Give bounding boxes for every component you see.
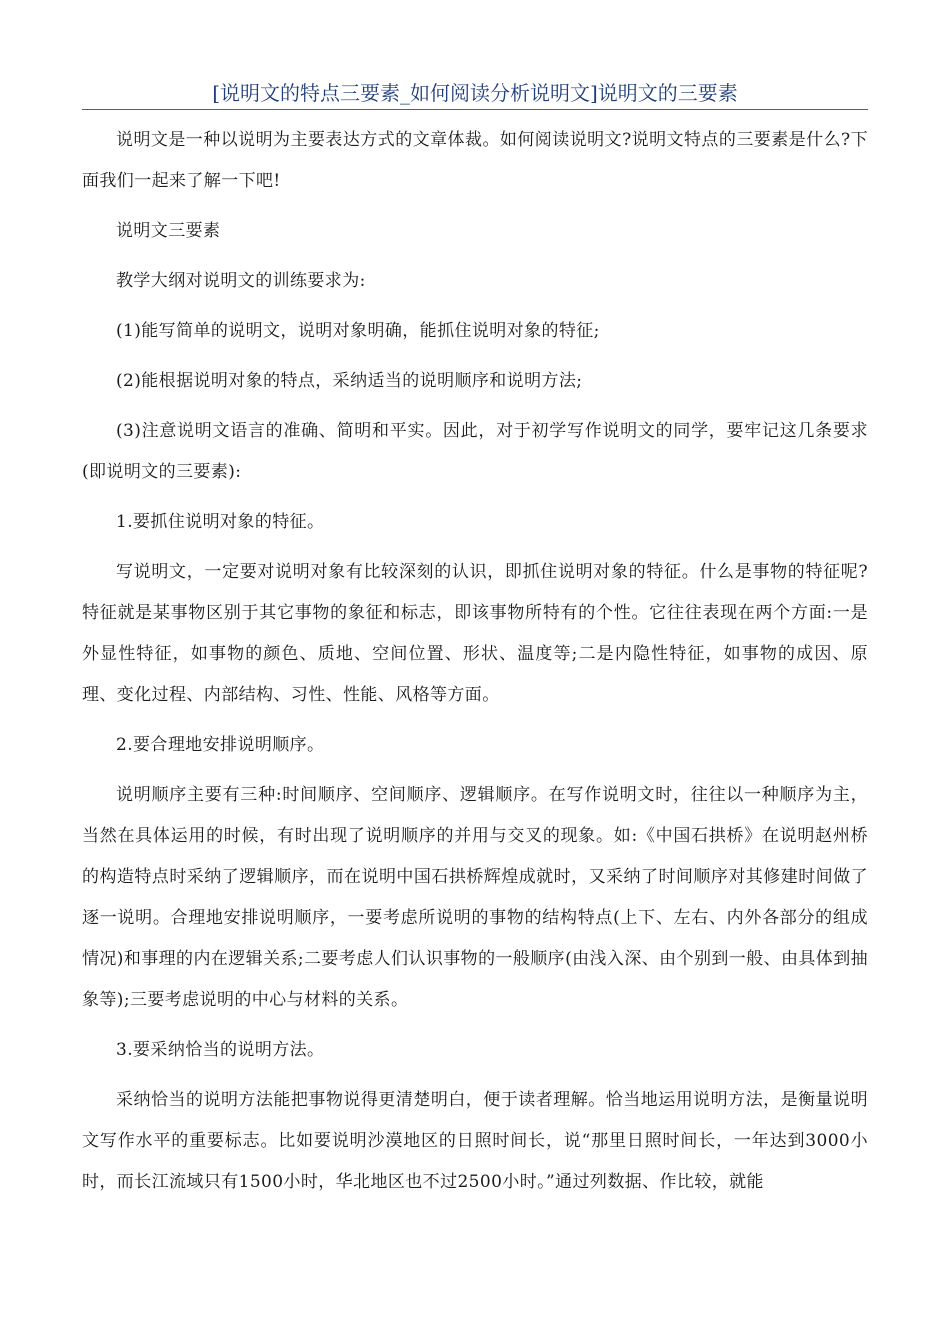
section-heading: 说明文三要素 <box>116 221 221 241</box>
header-divider <box>82 109 868 110</box>
list-item: (3)注意说明文语言的准确、简明和平实。因此，对于初学写作说明文的同学，要牢记这几条要求(即说明文的三要素): <box>82 421 868 482</box>
paragraph: 采纳恰当的说明方法能把事物说得更清楚明白，便于读者理解。恰当地运用说明方法，是衡量说明文写作水平的重要标志。比如要说明沙漠地区的日照时间长，说“那里日照时间长，一年达到3000小时，而长江流域只有1500小时，华北地区也不过2500小时。”通过列数据、作比较，就能 <box>82 1090 868 1192</box>
paragraph: 写说明文，一定要对说明对象有比较深刻的认识，即抓住说明对象的特征。什么是事物的特征呢?特征就是某事物区别于其它事物的象征和标志，即该事物所特有的个性。它往往表现在两个方面:一是外显性特征，如事物的颜色、质地、空间位置、形状、温度等;二是内隐性特征，如事物的成因、原理、变化过程、内部结构、习性、性能、风格等方面。 <box>82 562 868 705</box>
subheading: 1.要抓住说明对象的特征。 <box>116 512 325 532</box>
subheading: 3.要采纳恰当的说明方法。 <box>116 1040 325 1060</box>
paragraph-intro: 说明文是一种以说明为主要表达方式的文章体裁。如何阅读说明文?说明文特点的三要素是什么?下面我们一起来了解一下吧! <box>82 130 868 191</box>
subheading: 2.要合理地安排说明顺序。 <box>116 735 325 755</box>
article-body <box>82 120 868 1203</box>
list-item: (1)能写简单的说明文，说明对象明确，能抓住说明对象的特征; <box>116 321 600 341</box>
list-item: (2)能根据说明对象的特点，采纳适当的说明顺序和说明方法; <box>116 371 583 391</box>
paragraph: 说明顺序主要有三种:时间顺序、空间顺序、逻辑顺序。在写作说明文时，往往以一种顺序为主，当然在具体运用的时候，有时出现了说明顺序的并用与交叉的现象。如:《中国石拱桥》在说明赵州桥的构造特点时采纳了逻辑顺序，而在说明中国石拱桥辉煌成就时，又采纳了时间顺序对其修建时间做了逐一说明。合理地安排说明顺序，一要考虑所说明的事物的结构特点(上下、左右、内外各部分的组成情况)和事理的内在逻辑关系;二要考虑人们认识事物的一般顺序(由浅入深、由个别到一般、由具体到抽象等);三要考虑说明的中心与材料的关系。 <box>82 785 868 1010</box>
paragraph: 教学大纲对说明文的训练要求为: <box>116 271 366 291</box>
page-header-title: [说明文的特点三要素_如何阅读分析说明文]说明文的三要素 <box>212 81 738 105</box>
